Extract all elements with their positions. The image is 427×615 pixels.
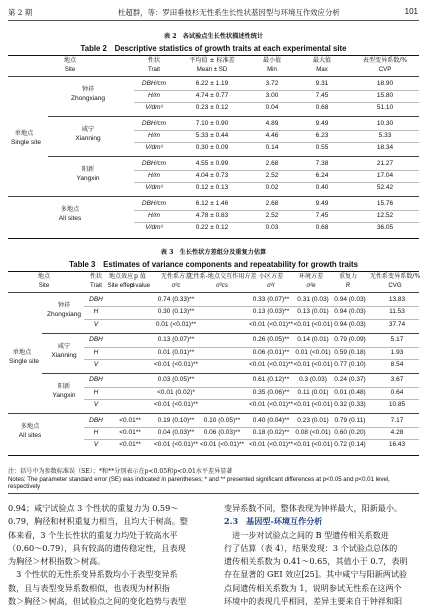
t3-cell-repeatability: 0.94 (0.03) xyxy=(334,308,366,316)
t3-cell-block-var: 0.26 (0.05)** xyxy=(252,336,290,344)
t3-header-trait-en: Trait xyxy=(90,282,102,289)
table3-note-en-line1: Notes: The parameter standard error (SE) was indicated in parentheses; * and ** presented significant differences at p<0.05 and p<0.01 level, xyxy=(8,475,390,483)
t3-row-rule xyxy=(84,387,419,388)
body-right-line: 行了估算（表 4），结果发现：3 个试验点总体的 xyxy=(224,542,398,553)
t2-cell-trait: DBH/cm xyxy=(141,160,167,167)
table2-header-rule xyxy=(8,76,419,77)
t2-cell-min: 2.52 xyxy=(265,172,279,179)
t2-cell-trait: DBH/cm xyxy=(141,200,167,207)
t3-header-block-var-symbol: σ²r xyxy=(267,282,275,289)
t3-site-en: All sites xyxy=(18,432,42,439)
t2-header-trait-en: Trait xyxy=(148,66,160,73)
t2-header-max-cn: 最大值 xyxy=(312,57,332,64)
t3-cell-block-var: <0.01 (<0.01)** xyxy=(248,441,294,449)
t2-row-rule xyxy=(134,170,419,171)
t2-site-en: Yangxin xyxy=(76,175,100,182)
t3-cell-block-var: 0.18 (0.02)** xyxy=(252,429,290,436)
table3-header-rule xyxy=(8,292,419,293)
table3-note-en-line2: respectively xyxy=(8,483,41,491)
t2-cell-max: 6.24 xyxy=(315,172,329,179)
t3-header-site-effect-en: Site effect xyxy=(107,282,135,289)
t3-header-site-en: Site xyxy=(38,282,50,289)
t3-cell-cvg: 8.54 xyxy=(390,361,404,368)
t3-cell-cs-var: <0.01 (<0.01)** xyxy=(199,441,245,449)
t3-cell-env-var: <0.01 (<0.01) xyxy=(293,401,333,409)
t2-cell-max: 0.68 xyxy=(315,104,329,111)
t2-cell-max: 7.38 xyxy=(315,160,329,167)
t3-cell-cvg: 5.17 xyxy=(390,336,404,344)
table2-bottom-rule xyxy=(8,238,419,239)
t2-cell-mean: 6.22 ± 1.19 xyxy=(195,80,229,87)
t3-cell-repeatability: 0.32 (0.33) xyxy=(334,401,366,409)
t2-cell-trait: DBH/cm xyxy=(141,80,167,87)
t3-site-en: Xianning xyxy=(51,351,77,359)
t3-cell-env-var: 0.13 (0.01) xyxy=(297,308,329,316)
t3-cell-clone-var: 0.13 (0.07)** xyxy=(157,336,195,344)
t2-header-min-cn: 最小值 xyxy=(262,57,282,64)
t3-header-cs-var-cn: 无性系-地点交互作用方差 xyxy=(187,273,257,280)
t3-cell-trait: V xyxy=(93,320,99,328)
t3-cell-clone-var: <0.01 (0.02)* xyxy=(157,388,195,396)
t3-row-rule xyxy=(84,319,419,320)
body-left-line: 0.79，胸径和材积重复力相当，且均大于树高。整 xyxy=(8,516,188,527)
t2-header-min-en: Min xyxy=(267,66,277,73)
t3-cell-env-var: 0.08 (<0.01) xyxy=(295,429,331,436)
t2-cell-cv: 21.27 xyxy=(376,160,394,167)
t2-group-rule xyxy=(8,196,419,197)
t3-cell-env-var: 0.11 (0.01) xyxy=(297,388,329,396)
table2-top-rule xyxy=(8,55,419,56)
t2-row-rule xyxy=(134,182,419,183)
t3-cell-site-effect: <0.01** xyxy=(119,416,141,424)
t3-header-clone-var-symbol: σ²c xyxy=(171,282,181,289)
t2-cell-trait: V/dm³ xyxy=(145,184,163,191)
page-number: 101 xyxy=(404,7,418,16)
t3-cell-block-var: 0.40 (0.04)** xyxy=(252,416,290,424)
t3-site-cn: 钟祥 xyxy=(57,302,71,310)
t3-cell-env-var: 0.01 (<0.01) xyxy=(295,348,331,356)
t3-cell-cvg: 0.64 xyxy=(390,388,404,396)
t2-cell-trait: V/dm³ xyxy=(145,224,163,231)
t2-cell-mean: 4.78 ± 0.83 xyxy=(195,212,229,219)
t2-site-cn: 多地点 xyxy=(60,206,80,213)
t2-cell-cv: 17.04 xyxy=(376,172,394,179)
t3-header-cs-var-symbol: σ²cs xyxy=(216,282,228,289)
t3-header-cvg-symbol: CVG xyxy=(388,282,402,289)
t2-header-site-cn: 地点 xyxy=(63,57,77,64)
body-right-line: 点间遗传相关系数为 1，说明参试无性系在这两个 xyxy=(224,582,402,593)
t2-group-rule xyxy=(48,116,419,117)
t2-row-rule xyxy=(134,90,419,91)
t2-cell-max: 0.40 xyxy=(315,184,329,191)
t3-cell-env-var: <0.01 (<0.01) xyxy=(293,441,333,449)
t3-row-rule xyxy=(84,427,419,428)
t3-cell-cvg: 37.74 xyxy=(388,320,406,328)
t2-cell-mean: 4.55 ± 0.99 xyxy=(195,160,229,167)
table3-top-rule xyxy=(8,271,419,272)
t2-row-rule xyxy=(134,142,419,143)
t2-cell-max: 0.55 xyxy=(315,144,329,151)
t2-cell-min: 4.89 xyxy=(265,120,279,127)
body-right-line: 存在显著的 GEI 效应[25]。其中咸宁与阳新两试验 xyxy=(224,569,408,580)
body-right-line: 遗传相关系数为 0.41～0.65，其值小于 0.7，表明 xyxy=(224,556,408,567)
t2-single-site-en: Single site xyxy=(11,139,41,146)
t2-cell-mean: 5.33 ± 0.44 xyxy=(195,132,229,139)
t2-cell-max: 7.45 xyxy=(315,212,329,219)
t2-cell-min: 4.46 xyxy=(265,132,279,139)
table2 xyxy=(8,55,419,240)
t2-cell-mean: 0.30 ± 0.09 xyxy=(195,144,229,151)
t2-site-cn: 钟祥 xyxy=(81,86,95,93)
t3-cell-cvg: 13.83 xyxy=(388,296,406,303)
t3-header-repeatability-symbol: R xyxy=(345,282,351,289)
t2-cell-min: 2.68 xyxy=(265,200,279,207)
t3-cell-repeatability: 0.77 (0.10) xyxy=(334,361,366,368)
t3-header-env-var-cn: 环境方差 xyxy=(298,273,324,280)
t2-cell-cv: 36.05 xyxy=(376,224,394,231)
table3-note-cn: 注：括号中为参数标准误（SE）；*和**分别表示在p<0.05和p<0.01水平差异显著 xyxy=(8,468,233,475)
body-left-line: （0.60～0.79），具有较高的遗传稳定性，且表现 xyxy=(8,542,186,553)
t3-site-cn: 阳新 xyxy=(57,382,71,390)
t3-cell-repeatability: 0.94 (0.03) xyxy=(334,320,366,328)
t2-header-max-en: Max xyxy=(316,66,328,73)
t3-cell-trait: V xyxy=(93,361,99,368)
t3-cell-repeatability: 0.01 (0.48) xyxy=(334,388,366,396)
t3-group-rule xyxy=(42,373,419,374)
t2-cell-trait: V/dm³ xyxy=(145,144,163,151)
t2-header-mean-en: Mean ± SD xyxy=(196,66,228,73)
t3-cell-trait: H xyxy=(93,348,99,356)
t3-cell-cs-var: 0.06 (0.03)** xyxy=(203,429,241,436)
t2-site-en: Zhongxiang xyxy=(71,95,105,102)
t2-row-rule xyxy=(134,222,419,223)
t3-cell-trait: H xyxy=(93,429,99,436)
t3-cell-repeatability: 0.79 (0.09) xyxy=(334,336,366,344)
t3-header-p-en: p-value xyxy=(130,282,150,289)
t3-cell-clone-var: 0.04 (0.03)** xyxy=(157,429,195,436)
t2-row-rule xyxy=(134,210,419,211)
t3-row-rule xyxy=(84,399,419,400)
t3-cell-block-var: <0.01 (<0.01)** xyxy=(248,401,294,409)
t2-header-cv-en: CVP xyxy=(378,66,392,73)
t2-cell-min: 0.14 xyxy=(265,144,279,151)
t2-cell-max: 9.49 xyxy=(315,120,329,127)
t2-cell-trait: H/m xyxy=(148,212,160,219)
t3-cell-cvg: 7.17 xyxy=(390,416,404,424)
t3-cell-trait: DBH xyxy=(89,296,103,303)
t3-cell-trait: DBH xyxy=(89,416,103,424)
t3-row-rule xyxy=(84,347,419,348)
t3-cell-trait: V xyxy=(93,401,99,409)
t2-cell-mean: 0.23 ± 0.12 xyxy=(195,104,229,111)
t3-cell-env-var: 0.31 (0.03) xyxy=(297,296,329,303)
t3-header-env-var-symbol: σ²e xyxy=(306,282,316,289)
t3-cell-block-var: <0.01 (<0.01)** xyxy=(248,320,294,328)
t2-header-cv-cn: 表型变异系数/% xyxy=(362,57,408,64)
t2-header-trait-cn: 性状 xyxy=(147,57,161,64)
t2-cell-min: 0.03 xyxy=(265,224,279,231)
t3-row-rule xyxy=(84,306,419,307)
header-divider xyxy=(8,20,419,21)
t2-cell-mean: 7.10 ± 0.90 xyxy=(195,120,229,127)
t3-cell-block-var: 0.35 (0.06)** xyxy=(252,388,290,396)
t3-cell-cvg: 4.28 xyxy=(390,429,404,436)
t3-cell-env-var: <0.01 (<0.01) xyxy=(293,361,333,368)
t3-cell-block-var: 0.06 (0.01)** xyxy=(252,348,290,356)
t3-cell-clone-var: 0.01 (<0.01)** xyxy=(155,320,197,328)
t3-cell-trait: DBH xyxy=(89,336,103,344)
t3-cell-clone-var: <0.01 (<0.01)** xyxy=(153,361,199,368)
t2-cell-max: 6.23 xyxy=(315,132,329,139)
t2-cell-cv: 18.34 xyxy=(376,144,394,151)
t2-cell-cv: 18.90 xyxy=(376,80,394,87)
body-left-line: 数，且与表型变异系数相似，也表现为材积指 xyxy=(8,582,170,593)
t2-cell-min: 2.68 xyxy=(265,160,279,167)
t2-site-en: All sites xyxy=(58,215,82,222)
t2-cell-cv: 52.42 xyxy=(376,184,394,191)
t2-site-cn: 咸宁 xyxy=(81,126,95,133)
t2-cell-trait: H/m xyxy=(148,172,160,179)
t3-cell-clone-var: 0.01 (0.01)** xyxy=(157,348,195,356)
t3-header-repeatability-cn: 重复力 xyxy=(338,273,358,280)
body-right-line: 环境中的表现几乎相同，差异主要来自于钟祥和阳 xyxy=(224,596,403,607)
t3-row-rule xyxy=(84,359,419,360)
t3-cell-block-var: 0.61 (0.12)** xyxy=(252,376,290,384)
table3-caption-en: Table 3 Estimates of variance components and repeatability for growth traits xyxy=(69,260,358,269)
t3-cell-cs-var: 0.10 (0.05)** xyxy=(203,416,241,424)
t3-single-site-en: Single site xyxy=(9,358,39,365)
t3-cell-trait: H xyxy=(93,388,99,396)
t2-cell-max: 9.31 xyxy=(315,80,329,87)
table2-caption-en: Table 2 Descriptive statistics of growth traits at each experimental site xyxy=(80,44,347,53)
t2-cell-cv: 12.52 xyxy=(376,212,394,219)
t3-header-trait-cn: 性状 xyxy=(89,273,103,280)
t2-cell-cv: 51.10 xyxy=(376,104,394,111)
t3-cell-trait: H xyxy=(93,308,99,316)
t3-cell-env-var: 0.14 (0.01) xyxy=(297,336,329,344)
t3-cell-clone-var: 0.03 (0.05)** xyxy=(157,376,195,384)
t2-row-rule xyxy=(134,130,419,131)
t3-cell-clone-var: <0.01 (<0.01)** xyxy=(153,401,199,409)
t3-cell-repeatability: 0.60 (0.20) xyxy=(334,429,366,436)
t2-cell-cv: 5.33 xyxy=(378,132,392,139)
body-right-column xyxy=(224,502,419,608)
t3-cell-site-effect: <0.01** xyxy=(119,441,141,449)
t2-cell-mean: 6.12 ± 1.46 xyxy=(195,200,229,207)
t3-cell-cvg: 1.93 xyxy=(390,348,404,356)
t2-cell-max: 7.45 xyxy=(315,92,329,99)
t3-cell-block-var: <0.01 (<0.01)** xyxy=(248,361,294,368)
t2-group-rule xyxy=(48,156,419,157)
t3-cell-repeatability: 0.59 (0.18) xyxy=(334,348,366,356)
t2-cell-trait: H/m xyxy=(148,132,160,139)
t2-cell-min: 2.52 xyxy=(265,212,279,219)
body-right-line: 进一步对试验点之间的 B 型遗传相关系数进 xyxy=(224,529,389,540)
t2-cell-trait: H/m xyxy=(148,92,160,99)
t3-site-cn: 咸宁 xyxy=(57,342,71,350)
t2-cell-min: 3.00 xyxy=(265,92,279,99)
t3-cell-repeatability: 0.72 (0.14) xyxy=(334,441,366,449)
t3-cell-trait: DBH xyxy=(89,376,103,384)
body-right-intro: 变异系数不同，整体表现为钟祥最大，阳新最小。 xyxy=(224,503,403,513)
t3-cell-cvg: 3.67 xyxy=(390,376,404,384)
t3-cell-env-var: 0.3 (0.03) xyxy=(299,376,327,384)
t3-cell-repeatability: 0.79 (0.11) xyxy=(334,416,366,424)
t2-cell-max: 0.68 xyxy=(315,224,329,231)
t3-header-clone-var-cn: 无性系方差 xyxy=(160,273,192,280)
t3-row-rule xyxy=(84,439,419,440)
t2-cell-cv: 15.76 xyxy=(376,200,394,207)
t3-cell-cvg: 10.85 xyxy=(388,401,406,409)
t3-cell-trait: V xyxy=(93,441,99,449)
t2-cell-min: 3.72 xyxy=(265,80,279,87)
t3-header-cvg-cn: 无性系变异系数/% xyxy=(369,273,421,280)
t2-row-rule xyxy=(134,102,419,103)
t2-cell-trait: DBH/cm xyxy=(141,120,167,127)
body-left-line: 0.94；咸宁试验点 3 个性状的重复力为 0.59～ xyxy=(8,503,179,513)
body-left-line: 体来看，3 个生长性状的重复力均处于较高水平 xyxy=(8,529,178,540)
t3-cell-clone-var: 0.74 (0.33)** xyxy=(157,296,195,303)
body-left-column xyxy=(8,502,203,608)
body-left-line: 为胸径＞材积指数＞树高。 xyxy=(8,556,106,567)
body-left-line: 3 个性状的无性系变异系数均小于表型变异系 xyxy=(8,569,178,580)
table3-notes xyxy=(8,468,419,492)
t3-cell-clone-var: <0.01 (<0.01)** xyxy=(153,441,199,449)
t3-single-site-cn: 单地点 xyxy=(12,349,32,356)
t3-site-en: Yangxin xyxy=(52,391,76,399)
t3-cell-env-var: 0.23 (0.01) xyxy=(297,416,329,424)
t2-cell-min: 0.02 xyxy=(265,184,279,191)
t2-cell-trait: V/dm³ xyxy=(145,104,163,111)
table2-caption-cn: 表 2 各试验点生长性状描述性统计 xyxy=(163,33,264,40)
t3-site-en: Zhongxiang xyxy=(47,311,81,319)
notes-bottom-rule xyxy=(8,493,419,494)
table3-bottom-rule xyxy=(8,455,419,456)
issue-number: 第 2 期 xyxy=(8,8,33,17)
t3-site-cn: 多地点 xyxy=(20,423,40,430)
body-left-line: 数＞胸径＞树高，但试验点之间的变化趋势与表型 xyxy=(8,596,187,607)
table3 xyxy=(8,271,419,467)
running-title: 杜超群，等：罗田垂枝杉无性系生长性状基因型与环境互作效应分析 xyxy=(118,8,340,17)
t3-cell-clone-var: 0.30 (0.13)** xyxy=(157,308,195,316)
t2-site-en: Xianning xyxy=(75,135,101,142)
t3-cell-cvg: 11.53 xyxy=(389,308,405,316)
t2-cell-cv: 15.80 xyxy=(376,92,394,99)
t3-cell-site-effect: <0.01** xyxy=(119,429,141,436)
t3-cell-repeatability: 0.94 (0.03) xyxy=(334,296,366,303)
table3-caption-cn: 表 3 生长性状方差组分及重复力估算 xyxy=(160,249,267,256)
t2-single-site-cn: 单地点 xyxy=(14,130,34,137)
t3-cell-env-var: <0.01 (<0.01) xyxy=(293,320,333,328)
t2-cell-mean: 4.04 ± 0.73 xyxy=(195,172,229,179)
t2-cell-mean: 0.12 ± 0.13 xyxy=(195,184,229,191)
t2-cell-min: 0.04 xyxy=(265,104,279,111)
t3-header-site-cn: 地点 xyxy=(37,273,51,280)
t3-header-p-cn: p 值 xyxy=(134,273,146,280)
t2-cell-max: 9.49 xyxy=(315,200,329,207)
t2-cell-mean: 4.74 ± 0.77 xyxy=(195,92,229,99)
t2-cell-cv: 10.30 xyxy=(376,120,394,127)
t2-header-mean-cn: 平均值 ± 标准差 xyxy=(189,57,235,64)
t3-cell-repeatability: 0.24 (0.37) xyxy=(334,376,366,384)
running-header xyxy=(0,0,427,22)
t2-site-cn: 阳新 xyxy=(81,166,95,173)
t3-header-block-var-cn: 小区方差 xyxy=(258,273,284,280)
t3-group-rule xyxy=(8,413,419,414)
t3-cell-cvg: 16.43 xyxy=(388,441,406,449)
t3-group-rule xyxy=(42,333,419,334)
t3-cell-clone-var: 0.19 (0.10)** xyxy=(157,416,195,424)
t3-cell-block-var: 0.13 (0.03)** xyxy=(252,308,290,316)
t2-header-site-en: Site xyxy=(64,66,76,73)
section-title-2-3: 2.3 基因型-环境互作分析 xyxy=(224,516,323,527)
t3-cell-block-var: 0.33 (0.07)** xyxy=(252,296,290,303)
t2-cell-mean: 0.22 ± 0.12 xyxy=(195,224,229,231)
t3-header-site-effect-cn: 地点效应 xyxy=(108,273,134,280)
